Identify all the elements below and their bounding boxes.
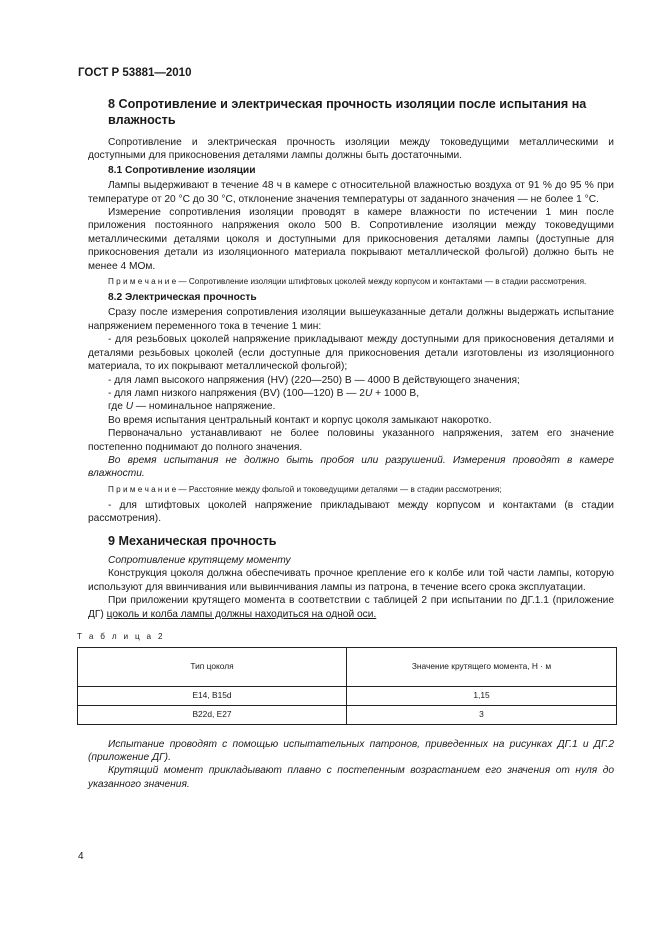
section-8-1-heading: 8.1 Сопротивление изоляции bbox=[108, 164, 256, 176]
item-4-variable: U bbox=[125, 401, 134, 413]
section-9-heading: 9 Механическая прочность bbox=[108, 533, 277, 548]
section-8-2-item-3 bbox=[88, 387, 614, 400]
note-1-label: П р и м е ч а н и е bbox=[108, 277, 177, 287]
section-8-2-para-2: Во время испытания центральный контакт и корпус цоколя замыкают накоротко. bbox=[108, 414, 492, 426]
table-cell: B22d, E27 bbox=[78, 705, 347, 724]
table-caption: Т а б л и ц а 2 bbox=[77, 632, 165, 642]
section-9-para-3: Испытание проводят с помощью испытательных патронов, приведенных на рисунках ДГ.1 и ДГ.2 (приложение ДГ). bbox=[88, 738, 614, 763]
section-8-2-heading: 8.2 Электрическая прочность bbox=[108, 292, 257, 304]
section-8-2-para-5: - для штифтовых цоколей напряжение прикладывают между корпусом и контактами (в стадии рассмотрения). bbox=[88, 499, 614, 525]
item-3-variable: U bbox=[364, 387, 373, 399]
table-header-cell: Тип цоколя bbox=[78, 647, 347, 686]
table-header-row bbox=[78, 647, 617, 686]
section-8-2-item-1: - для резьбовых цоколей напряжение прикладывают между доступными для прикосновения деталями и деталями резьбовых цоколей (если доступные для прикосновения детали изготовлены из изоляционного материала, то их покрывают металлической фольгой); bbox=[88, 334, 614, 373]
para-2-text: При приложении крутящего момента в соответствии с таблицей 2 при испытании по ДГ.1.1 (приложение ДГ) bbox=[88, 595, 614, 620]
table-cell: 1,15 bbox=[347, 686, 617, 705]
item-4-text-a: где bbox=[108, 401, 126, 413]
note-1-text: — Сопротивление изоляции штифтовых цоколей между корпусом и контактами — в стадии рассмотрения. bbox=[176, 277, 587, 287]
section-9-subheading: Сопротивление крутящему моменту bbox=[108, 555, 291, 567]
section-9-para-2 bbox=[88, 594, 614, 621]
page-number: 4 bbox=[78, 851, 84, 862]
section-8-1-para-1: Лампы выдерживают в течение 48 ч в камере с относительной влажностью воздуха от 91 % до 95 % при температуре от 20 °С до 30 °С, отклонение значения температуры от заданного значения — не более 1 °С. bbox=[88, 180, 614, 205]
torque-table bbox=[77, 647, 617, 725]
section-9-para-4: Крутящий момент прикладывают плавно с постепенным возрастанием его значения от нуля до указанного значения. bbox=[88, 765, 614, 790]
para-2-underlined-text: цоколь и колба лампы должны находиться на одной оси. bbox=[106, 608, 377, 620]
item-3-text-a: - для ламп низкого напряжения (BV) (100—120) В — 2 bbox=[108, 387, 365, 399]
section-8-intro: Сопротивление и электрическая прочность изоляции между токоведущими металлическими и доступными для прикосновения деталями лампы должны быть достаточными. bbox=[88, 137, 614, 162]
note-1 bbox=[88, 276, 614, 288]
note-2-label: П р и м е ч а н и е bbox=[108, 484, 177, 494]
item-4-text-b: — номинальное напряжение. bbox=[133, 401, 276, 413]
table-row bbox=[78, 686, 617, 705]
table-cell: E14, B15d bbox=[78, 686, 347, 705]
section-8-2-para-1: Сразу после измерения сопротивления изоляции вышеуказанные детали должны выдержать испытание напряжением переменного тока в течение 1 мин: bbox=[88, 307, 614, 332]
item-3-text-b: + 1000 В, bbox=[372, 387, 420, 399]
section-8-2-item-4 bbox=[88, 400, 614, 413]
section-8-2-para-3: Первоначально устанавливают не более половины указанного напряжения, затем его значение постепенно поднимают до полного значения. bbox=[88, 428, 614, 453]
note-2-text: — Расстояние между фольгой и токоведущими деталями — в стадии рассмотрения; bbox=[176, 484, 502, 494]
table-cell: 3 bbox=[347, 705, 617, 724]
section-9-para-1: Конструкция цоколя должна обеспечивать прочное крепление его к колбе или той части лампы, которую используют для ввинчивания или вывинчивания лампы из патрона, в течение всего срока эксплуатации. bbox=[88, 568, 614, 593]
document-header: ГОСТ Р 53881—2010 bbox=[78, 67, 192, 79]
section-8-2-para-4: Во время испытания не должно быть пробоя или разрушений. Измерения проводят в камере влажности. bbox=[88, 454, 614, 480]
section-8-2-item-2: - для ламп высокого напряжения (HV) (220—250) В — 4000 В действующего значения; bbox=[108, 374, 520, 386]
table-row bbox=[78, 705, 617, 724]
table-header-cell: Значение крутящего момента, Н · м bbox=[347, 647, 617, 686]
content-body bbox=[77, 97, 614, 791]
note-2 bbox=[88, 484, 614, 496]
section-8-1-para-2: Измерение сопротивления изоляции проводят в камере влажности по истечении 1 мин после приложения постоянного напряжения около 500 В. Сопротивление изоляции между токоведущими металлическими деталями цоколя и доступными для прикосновения деталями лампы (доступные для прикосновения детали из изоляционного материала покрывают металлической фольгой) должно быть не менее 4 МОм. bbox=[88, 207, 614, 272]
section-8-heading: 8 Сопротивление и электрическая прочность изоляции после испытания на влажность bbox=[108, 97, 587, 127]
